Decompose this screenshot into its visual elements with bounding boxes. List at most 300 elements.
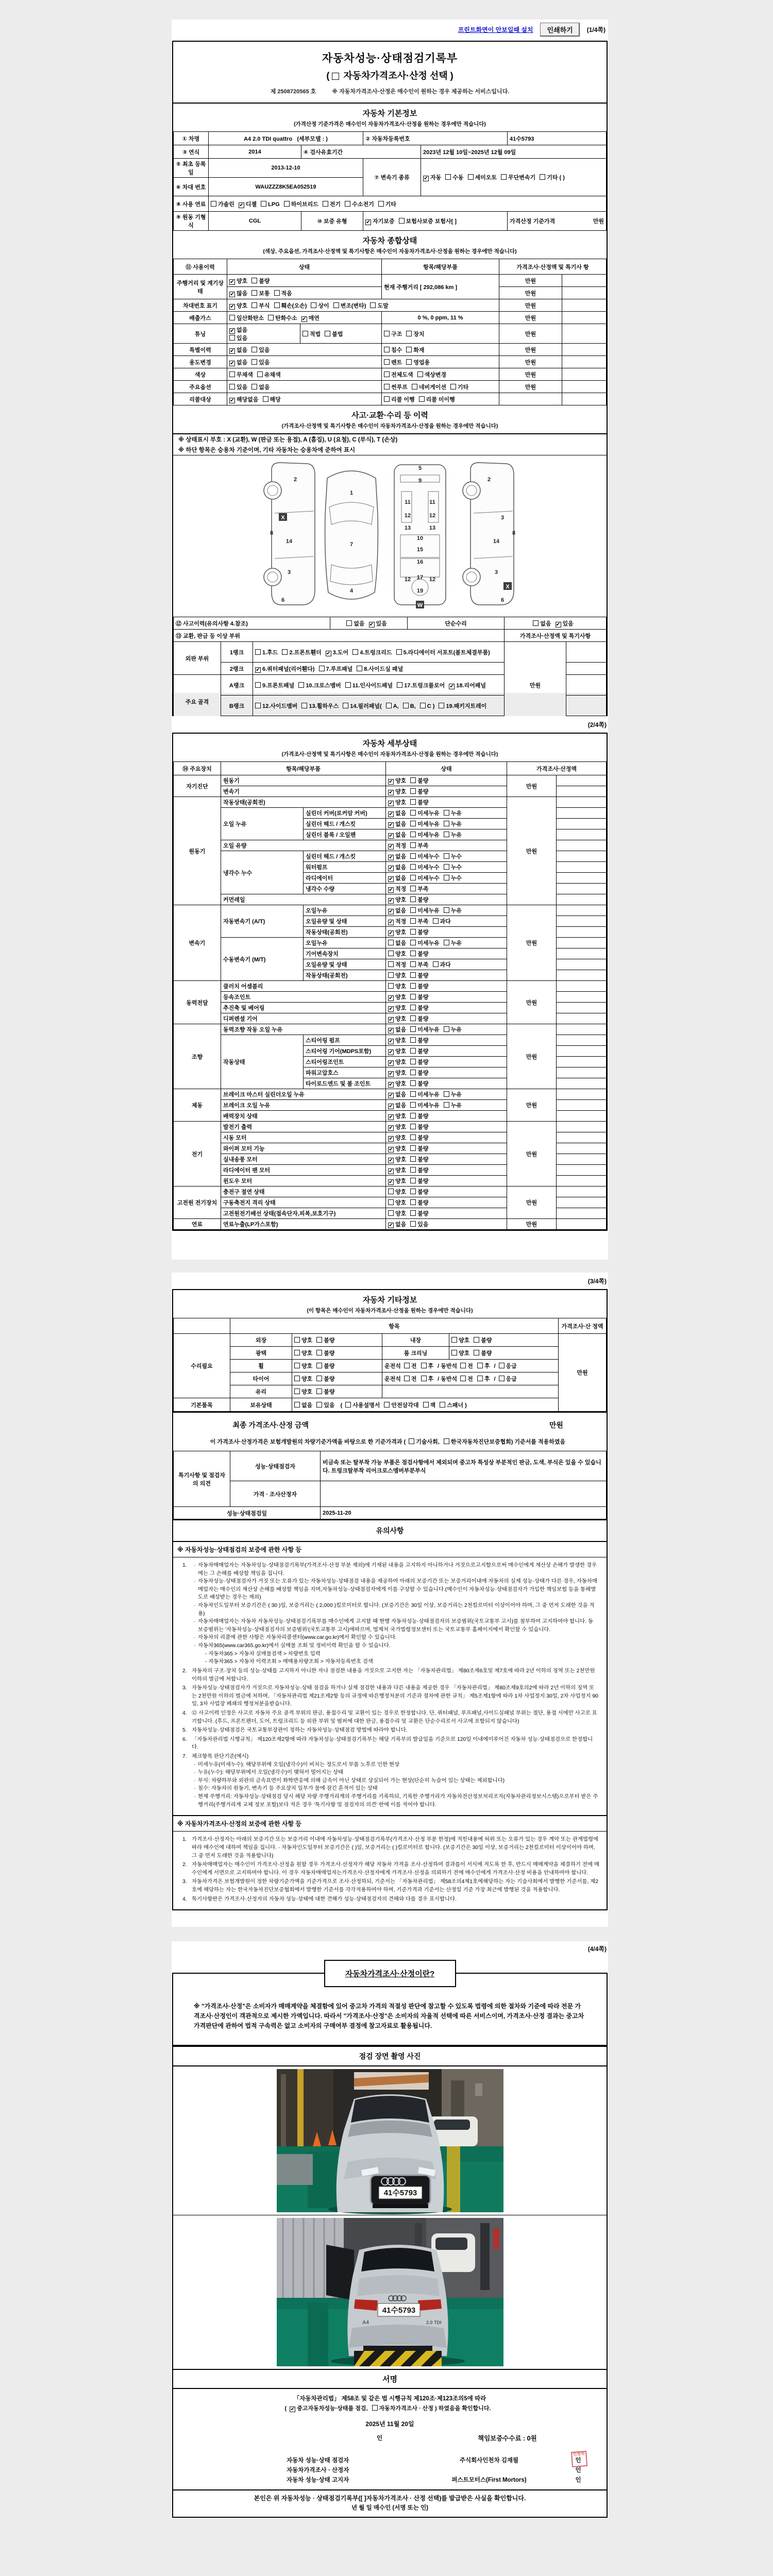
simple-repair-label: 단순수리 [408, 617, 505, 630]
checkbox[interactable] [268, 315, 274, 320]
checkbox[interactable] [468, 174, 474, 180]
checkbox[interactable]: ✔ [389, 995, 393, 1001]
notice-bullet: · 자동차매매업자는 자동차 자동차성능·상태점검기록부를 매수인에게 고지할 때 현행 자동차성능·상태점검자의 보증범위(국토교통부 고시)를 첨부하여 고지하여야 합니다. 동 보증범위는 '자동차성능·상태점검자의 보증범위'(국토교통부 고시)에따르며, 법제처 국가법령정보센터 또는 국토교통부 홈페이지에서 확인할 수 있습니다. [194, 1619, 593, 1633]
checkbox[interactable]: ✔ [389, 930, 393, 936]
checkbox[interactable] [410, 1113, 416, 1118]
accident-table [173, 617, 607, 728]
checkbox[interactable] [501, 174, 507, 180]
checkbox[interactable] [433, 918, 439, 924]
checkbox[interactable] [384, 396, 390, 402]
checkbox[interactable] [294, 1402, 300, 1408]
checkbox[interactable] [410, 972, 416, 978]
checkbox[interactable] [294, 1337, 300, 1343]
checkbox[interactable] [410, 777, 416, 783]
checkbox[interactable] [406, 331, 412, 336]
checkbox[interactable] [294, 1376, 300, 1381]
checkbox[interactable]: ✔ [389, 811, 393, 817]
checkbox[interactable] [410, 1059, 416, 1064]
checkbox[interactable] [440, 1402, 445, 1408]
device-label: 전기 [174, 1122, 221, 1187]
checkbox[interactable]: ✔ [389, 1093, 393, 1098]
checkbox[interactable] [410, 1102, 416, 1108]
checkbox[interactable] [229, 315, 235, 320]
checkbox[interactable] [388, 1210, 394, 1216]
checkbox[interactable] [444, 853, 449, 859]
checkbox[interactable] [410, 1048, 416, 1054]
checkbox[interactable] [410, 1221, 416, 1227]
checkbox[interactable]: ✔ [389, 1104, 393, 1109]
checkbox[interactable] [316, 1376, 322, 1381]
option: 양호 [451, 1336, 469, 1344]
checkbox[interactable]: ✔ [389, 801, 393, 806]
checkbox[interactable] [460, 1376, 466, 1381]
checkbox[interactable] [251, 359, 257, 365]
checkbox[interactable] [251, 384, 257, 389]
checkbox[interactable] [451, 1350, 457, 1355]
checkbox[interactable]: ✔ [389, 1114, 393, 1120]
checkbox[interactable] [211, 201, 216, 207]
checkbox[interactable] [316, 1350, 322, 1355]
checkbox[interactable]: ✔ [389, 1158, 393, 1163]
checkbox[interactable] [399, 218, 405, 224]
option: ✔ 없음 [389, 810, 407, 817]
checkbox[interactable]: ✔ [389, 1039, 393, 1044]
accident-history-table [173, 617, 607, 728]
checkbox[interactable] [423, 1402, 429, 1408]
notice-item: 2. 자동차매매업자는 매수인이 가격조사·산정을 원할 경우 가격조사·산정자가 해당 자동차 가격을 조사·산정하여 결과를이 서식에 적도록 한 후, 반드시 매매계약을 체결하기 전에 매수인에게 서면으로 고지하여야 합니다. 이 경우 자동차매매업자는가격조사·산정자에게 가격조사·산정을 의뢰하기 전에 매수인에게 가격조사·산정 비용을 안내하여야 합니다. [182, 1862, 599, 1876]
checkbox[interactable] [316, 1402, 322, 1408]
table-row [174, 1507, 607, 1519]
checkbox[interactable]: ✔ [389, 898, 393, 904]
checkbox[interactable] [410, 1005, 416, 1010]
checkbox[interactable] [410, 918, 416, 924]
checkbox[interactable]: ✔ [389, 887, 393, 893]
checkbox[interactable]: ✔ [230, 303, 234, 310]
notice-list-1 [173, 1557, 607, 1815]
checkbox[interactable] [410, 1070, 416, 1075]
checkbox[interactable] [445, 174, 451, 180]
checkbox[interactable]: ✔ [389, 1028, 393, 1033]
checkbox[interactable] [410, 1124, 416, 1129]
checkbox[interactable] [386, 703, 392, 708]
checkbox[interactable] [251, 290, 257, 296]
checkbox[interactable]: ✔ [389, 833, 393, 839]
checkbox[interactable] [251, 302, 257, 308]
checkbox[interactable] [420, 703, 426, 708]
checkbox[interactable] [284, 201, 290, 207]
checkbox[interactable] [477, 1376, 483, 1381]
checkbox[interactable] [410, 1199, 416, 1205]
checkbox[interactable]: ✔ [256, 667, 260, 673]
checkbox[interactable] [410, 842, 416, 848]
item-label: 워터펌프 [304, 862, 386, 873]
checkbox[interactable]: ✔ [230, 397, 234, 403]
checkbox[interactable]: ✔ [389, 779, 393, 785]
checkbox[interactable] [417, 371, 423, 377]
table-row [174, 1334, 607, 1347]
checkbox[interactable] [499, 1376, 505, 1381]
checkbox[interactable] [316, 1337, 322, 1343]
checkbox[interactable] [396, 649, 402, 655]
checkbox[interactable] [384, 1402, 390, 1408]
checkbox[interactable] [410, 1091, 416, 1097]
checkbox[interactable] [410, 940, 416, 945]
checkbox[interactable] [298, 682, 304, 688]
price-cell: 만원 [499, 368, 562, 381]
checkbox[interactable] [404, 1363, 410, 1368]
checkbox[interactable]: ✔ [389, 1082, 393, 1088]
mark-legend-1: ※ 상태표시 부호 : X (교환), W (판금 또는 용접), A (흠집), U (요철), C (부식), T (손상) [178, 437, 398, 443]
remark-text [321, 1481, 607, 1507]
checkbox[interactable] [370, 302, 376, 308]
checkbox[interactable] [229, 384, 235, 389]
options-cell [386, 1057, 507, 1067]
checkbox[interactable] [410, 788, 416, 794]
item-label: 고전원전기배선 상태(접속단자,피복,보호기구) [221, 1208, 386, 1219]
checkbox[interactable] [421, 1363, 427, 1368]
checkbox[interactable] [384, 347, 390, 352]
checkbox[interactable] [384, 359, 390, 365]
checkbox[interactable]: ✔ [389, 909, 393, 914]
item-label: 디퍼렌셜 기어 [221, 1013, 386, 1024]
checkbox[interactable] [406, 347, 412, 352]
checkbox[interactable] [282, 649, 288, 655]
options-cell [227, 393, 382, 405]
checkbox[interactable] [410, 1037, 416, 1043]
checkbox[interactable] [229, 371, 235, 377]
row-label: ⑬ 교환, 판금 등 이상 부위 [174, 630, 505, 642]
checkbox[interactable]: ✔ [239, 202, 244, 208]
checkbox[interactable]: ✔ [389, 866, 393, 871]
option: 불량 [316, 1349, 334, 1357]
checkbox[interactable] [410, 994, 416, 999]
checkbox[interactable]: ✔ [389, 920, 393, 925]
checkbox[interactable] [410, 886, 416, 891]
checkbox[interactable]: ✔ [389, 1017, 393, 1023]
checkbox[interactable]: ✔ [424, 176, 428, 181]
document-title: 자동차성능·상태점검기록부 [322, 53, 458, 64]
checkbox[interactable]: ✔ [301, 316, 307, 322]
checkbox[interactable]: ✔ [556, 621, 561, 628]
sub-label: 작동상태 [221, 1035, 304, 1089]
checkbox[interactable] [345, 201, 350, 207]
checkbox[interactable] [410, 1189, 416, 1194]
checkbox[interactable] [410, 875, 416, 880]
option: 불량 [410, 1047, 428, 1055]
checkbox[interactable] [345, 1402, 351, 1408]
etc-info [173, 1318, 607, 1412]
checkbox[interactable] [444, 907, 449, 913]
options-cell [505, 617, 607, 630]
checkbox[interactable] [533, 620, 539, 626]
device-label: 연료 [174, 1219, 221, 1230]
checkbox[interactable] [251, 347, 257, 352]
checkbox[interactable] [255, 682, 261, 688]
checkbox[interactable]: ✔ [389, 876, 393, 882]
checkbox[interactable] [388, 951, 394, 956]
options-cell [386, 1111, 507, 1122]
checkbox[interactable] [255, 703, 261, 708]
option: 부식 [251, 301, 270, 310]
option: ✔ 3.도어 [326, 649, 349, 656]
checkbox[interactable] [372, 2405, 378, 2411]
checkbox[interactable]: ✔ [389, 1147, 393, 1153]
checkbox[interactable] [410, 821, 416, 826]
notice-item: 3. 자동차성능·상태점검자가 거짓으로 자동차성능·상태 점검을 하거나 실제 점검한 내용과 다른 내용을 제공한 경우 「자동차관리법」 제80조제9호의2에 따라 2년 이하의 징역 또는 2천만원 이하의 벌금에 처하며, 「자동차관리법 제21조제2항 등의 규정에 따른행정처분의 기준과 절차에 관한 규칙」 제5조제1항에 따라 1차 사업정지 30일, 2차 사업정지 90일, 3차 사업장 폐쇄의 행정처분을받습니다. [182, 1685, 598, 1707]
checkbox[interactable] [410, 853, 416, 859]
price-basis [173, 1435, 607, 1451]
checkbox[interactable] [444, 821, 449, 826]
item-label: 브레이크 마스터 실린더오일 누유 [221, 1089, 386, 1100]
checkbox[interactable] [346, 620, 352, 626]
checkbox[interactable] [410, 1145, 416, 1151]
checkbox[interactable]: ✔ [230, 279, 234, 285]
checkbox[interactable] [343, 703, 348, 708]
checkbox[interactable]: ✔ [230, 291, 234, 297]
checkbox[interactable] [410, 1210, 416, 1216]
checkbox[interactable] [444, 1091, 449, 1097]
option: 미세누유 [410, 906, 440, 914]
item-label: 기어변속장치 [304, 948, 386, 959]
checkbox[interactable] [477, 1363, 483, 1368]
checkbox[interactable] [451, 1337, 457, 1343]
option: 있음 [251, 358, 270, 366]
options-cell [386, 1208, 507, 1219]
checkbox[interactable]: ✔ [389, 1071, 393, 1077]
checkbox[interactable] [303, 331, 308, 336]
checkbox[interactable] [378, 201, 384, 207]
checkbox[interactable] [274, 302, 280, 308]
basic-info-table [173, 131, 607, 231]
checkbox[interactable]: ✔ [290, 2406, 295, 2412]
checkbox[interactable] [319, 666, 325, 671]
checkbox[interactable] [460, 1363, 466, 1368]
checkbox[interactable] [410, 1167, 416, 1173]
checkbox[interactable] [352, 649, 358, 655]
checkbox[interactable] [384, 384, 390, 389]
checkbox[interactable] [410, 1026, 416, 1032]
svg-text:19: 19 [416, 588, 423, 594]
page-number: (4/4쪽) [587, 1945, 607, 1953]
checkbox[interactable]: ✔ [449, 683, 454, 689]
sign-date: 2025년 11월 20일 [365, 2420, 414, 2428]
checkbox[interactable] [444, 1102, 449, 1108]
checkbox[interactable] [388, 1189, 394, 1194]
checkbox[interactable] [388, 1199, 394, 1205]
option: ✔ 없음 [230, 327, 248, 334]
checkbox[interactable] [301, 703, 307, 708]
checkbox[interactable]: ✔ [389, 1060, 393, 1066]
option: ✔ 적정 [389, 919, 407, 925]
checkbox[interactable] [410, 896, 416, 902]
checkbox[interactable] [323, 201, 328, 207]
checkbox[interactable] [388, 940, 394, 945]
checkbox[interactable] [410, 1178, 416, 1183]
mileage-value: 현재 주행거리 [ 292,086 km ] [382, 275, 499, 299]
detail-state-table [173, 761, 607, 1230]
checkbox[interactable]: ✔ [389, 844, 393, 850]
option: 미세누유 [410, 939, 440, 947]
checkbox[interactable] [410, 1015, 416, 1021]
checkbox[interactable]: ✔ [230, 348, 234, 354]
option: ✔ 양호 [389, 1178, 407, 1185]
checkbox[interactable] [388, 983, 394, 989]
table-row [174, 775, 607, 786]
checkbox[interactable] [316, 1363, 322, 1368]
option: 불량 [410, 798, 428, 806]
option-text: ( [340, 1402, 343, 1409]
price-survey-checkbox[interactable] [332, 73, 339, 80]
checkbox[interactable] [444, 832, 449, 837]
checkbox[interactable] [410, 907, 416, 913]
checkbox[interactable] [294, 1350, 300, 1355]
checkbox[interactable] [410, 1080, 416, 1086]
checkbox[interactable] [499, 1363, 505, 1368]
checkbox[interactable] [433, 961, 439, 967]
option: 한국자동차진단보증협회) 기준서를 적용하였음 [444, 1437, 565, 1446]
checkbox[interactable] [410, 1134, 416, 1140]
checkbox[interactable]: ✔ [389, 1049, 393, 1055]
checkbox[interactable] [412, 384, 417, 389]
checkbox[interactable]: ✔ [369, 621, 374, 628]
checkbox[interactable] [388, 972, 394, 978]
checkbox[interactable]: ✔ [389, 1006, 393, 1012]
options-cell [253, 696, 505, 716]
checkbox[interactable] [410, 832, 416, 837]
option: 전체도색 [384, 370, 413, 379]
option: 적법 [303, 330, 321, 338]
checkbox[interactable] [410, 961, 416, 967]
checkbox[interactable] [403, 703, 409, 708]
checkbox[interactable]: ✔ [389, 1223, 393, 1228]
checkbox[interactable]: ✔ [389, 822, 393, 828]
checkbox[interactable] [274, 290, 280, 296]
checkbox[interactable] [294, 1363, 300, 1368]
checkbox[interactable] [450, 384, 456, 389]
fee-row [183, 2433, 596, 2443]
options-cell [386, 1219, 507, 1230]
checkbox[interactable] [444, 864, 449, 870]
damage-diagram-svg [246, 457, 534, 612]
option: 14.필러패널( [343, 702, 381, 710]
checkbox[interactable] [410, 864, 416, 870]
checkbox[interactable] [257, 371, 263, 377]
checkbox[interactable] [229, 335, 235, 341]
print-button[interactable]: 인쇄하기 [540, 23, 579, 37]
checkbox[interactable] [384, 371, 390, 377]
price-cell: 만원 [499, 312, 562, 324]
checkbox[interactable] [410, 799, 416, 805]
checkbox[interactable] [261, 201, 266, 207]
checkbox[interactable] [540, 174, 545, 180]
install-print-link[interactable]: 프린트화면이 안보일때 설치 [458, 26, 533, 33]
checkbox[interactable] [410, 929, 416, 935]
checkbox[interactable]: ✔ [230, 360, 234, 366]
checkbox[interactable]: ✔ [389, 855, 393, 860]
checkbox[interactable] [421, 1376, 427, 1381]
option: 전 [404, 1375, 417, 1383]
option: 불량 [410, 993, 428, 1001]
checkbox[interactable] [410, 810, 416, 816]
checkbox[interactable] [474, 1350, 479, 1355]
checkbox[interactable] [444, 875, 449, 880]
checkbox[interactable] [333, 302, 339, 308]
item-label: 등속조인트 [221, 992, 386, 1003]
base-price: 가격산정 기준가격 만원 [508, 212, 607, 231]
checkbox[interactable] [444, 1438, 449, 1444]
table-row [174, 1187, 607, 1197]
final-price-label: 최종 가격조사·산정 금액 [232, 1421, 309, 1429]
svg-text:9: 9 [418, 478, 422, 484]
etc-info-table [173, 1318, 607, 1412]
checkbox[interactable] [294, 1388, 300, 1394]
checkbox[interactable]: ✔ [389, 1168, 393, 1174]
checkbox[interactable] [357, 666, 362, 671]
checkbox[interactable] [397, 682, 402, 688]
options-cell [382, 1360, 559, 1372]
checkbox[interactable] [406, 359, 412, 365]
model-year: 2014 [209, 145, 301, 159]
checkbox[interactable] [444, 1026, 449, 1032]
option: 미세누유 [410, 820, 440, 828]
options-cell [300, 324, 382, 344]
price-cell: 만원 [507, 1187, 557, 1219]
checkbox[interactable] [410, 983, 416, 989]
svg-text:3: 3 [500, 515, 504, 521]
checkbox[interactable]: ✔ [366, 219, 371, 225]
checkbox[interactable] [263, 396, 268, 402]
item-label: 광택 [230, 1347, 292, 1360]
checkbox[interactable] [316, 1388, 322, 1394]
checkbox[interactable] [419, 396, 425, 402]
checkbox[interactable] [311, 302, 316, 308]
checkbox[interactable] [251, 278, 257, 283]
checkbox[interactable] [444, 940, 449, 945]
checkbox[interactable]: ✔ [389, 790, 393, 795]
svg-text:8: 8 [512, 530, 515, 536]
checkbox[interactable]: ✔ [326, 650, 331, 656]
table-row [174, 1024, 607, 1035]
checkbox[interactable] [439, 703, 444, 708]
checkbox[interactable] [409, 1438, 414, 1444]
item-label: 내장 [382, 1334, 449, 1347]
checkbox[interactable] [255, 649, 261, 655]
checkbox[interactable]: ✔ [230, 328, 234, 334]
options-cell [386, 775, 507, 786]
who-label: 성능·상태점검자 [230, 1451, 321, 1481]
checkbox[interactable] [384, 331, 390, 336]
options-cell [386, 1176, 507, 1187]
checkbox[interactable] [325, 331, 330, 336]
checkbox[interactable] [404, 1376, 410, 1381]
checkbox[interactable] [345, 682, 351, 688]
checkbox[interactable] [410, 951, 416, 956]
checkbox[interactable] [388, 961, 394, 967]
svg-text:W: W [417, 602, 423, 608]
checkbox[interactable]: ✔ [389, 1179, 393, 1185]
signature-body [173, 2389, 607, 2489]
checkbox[interactable] [444, 810, 449, 816]
option: ✔ 양호 [389, 800, 407, 806]
checkbox[interactable]: ✔ [389, 1136, 393, 1142]
option: 누유 [444, 809, 462, 817]
checkbox[interactable]: ✔ [389, 1125, 393, 1131]
option: 수소전기 [345, 200, 374, 208]
price-cell: 만원 [499, 275, 562, 287]
checkbox[interactable] [410, 1156, 416, 1162]
option: 1.후드 [255, 648, 278, 656]
checkbox[interactable] [474, 1337, 479, 1343]
